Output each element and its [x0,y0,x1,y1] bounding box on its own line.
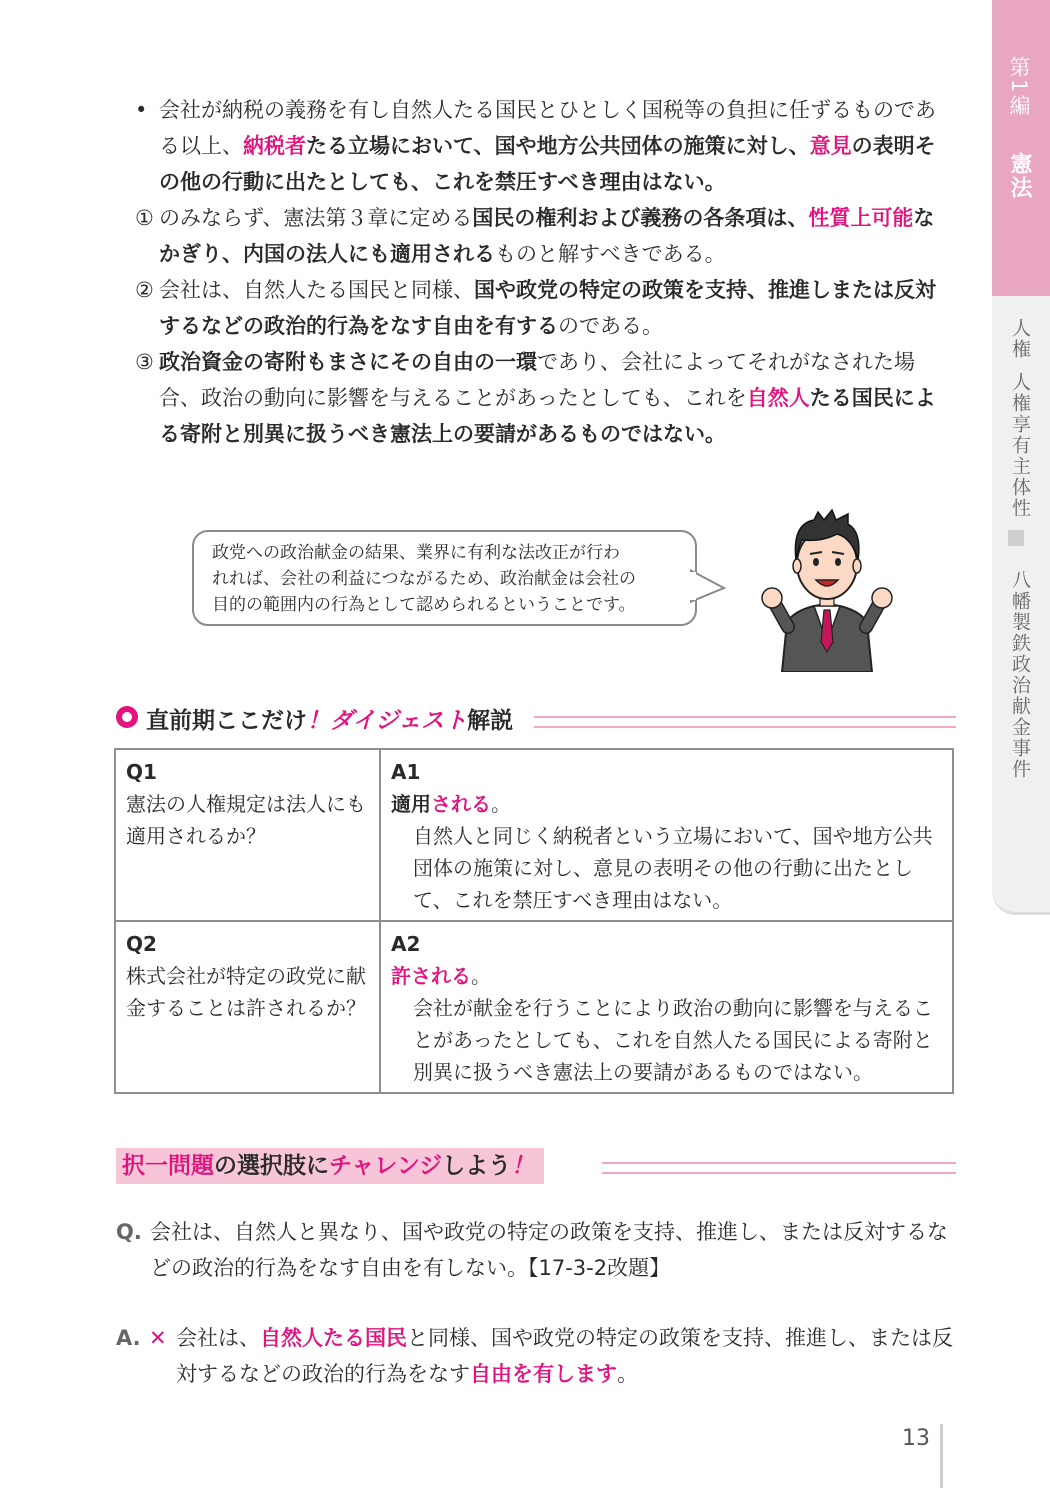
question-text: 株式会社が特定の政党に献金することは許されるか？ [126,964,366,1020]
heading-rule [534,716,956,728]
question-tag: Q. [116,1220,142,1244]
heading-rule [602,1162,956,1174]
businessman-illustration [752,502,902,672]
bubble-tail-icon [690,568,730,608]
question-text: 憲法の人権規定は法人にも適用されるか？ [126,792,366,848]
bubble-line-2: れれば、会社の利益につながるため、政治献金は会社の [212,569,636,589]
answer-cell [380,749,953,921]
challenge-answer: A. ✕ 会社は、自然人たる国民と同様、国や政党の特定の政策を支持、推進し、または反対するなどの政治的行為をなす自由を有します。 [116,1320,956,1392]
summary-paragraph-2: ① のみならず、憲法第３章に定める国民の権利および義務の各条項は、性質上可能なかぎり、内国の法人にも適用されるものと解すべきである。 [125,200,955,272]
digest-table [114,748,954,1094]
side-tab-header [992,0,1050,296]
digest-title: 直前期ここだけ！ダイジェスト解説 [146,708,514,734]
table-row [115,749,953,921]
side-part-label: 第1編 [1007,56,1031,118]
question-cell [115,749,380,921]
challenge-question [116,1214,956,1286]
question-label: Q1 [126,760,157,784]
side-section-label: 人権 [1009,318,1031,360]
side-square-icon [1008,530,1024,546]
answer-text: 会社が献金を行うことにより政治の動向に影響を与えることがあったとしても、これを自然人たる国民による寄附と別異に扱うべき憲法上の要請があるものではない。 [413,996,933,1084]
question-label: Q2 [126,932,157,956]
judgment-summary [125,92,955,452]
bullet-circle-icon [116,706,138,728]
summary-paragraph-4: ③ 政治資金の寄附もまさにその自由の一環であり、会社によってそれがなされた場合、政治の動向に影響を与えることがあったとしても、これを自然人たる国民による寄附と別異に扱うべき憲法上の要請があるものではない。 [125,344,955,452]
number-1-icon: ① [135,206,154,230]
summary-paragraph-3: ② 会社は、自然人たる国民と同様、国や政党の特定の政策を支持、推進しまたは反対するなどの政治的行為をなす自由を有するのである。 [125,272,955,344]
side-chapter-label: 憲法 [1007,152,1032,200]
side-topic-label: 人権享有主体性 [1009,372,1031,519]
challenge-title: 択一問題の選択肢にチャレンジしよう！ [116,1148,544,1184]
answer-label: A2 [391,932,421,956]
answer-headline: 適用される。 [391,792,511,816]
question-cell [115,921,380,1093]
number-2-icon: ② [135,278,154,302]
page-number: 13 [902,1426,930,1451]
challenge-heading [116,1148,956,1184]
digest-heading [116,702,956,732]
bullet-icon: • [135,98,148,122]
page-number-rule [940,1424,943,1488]
answer-headline: 許される。 [391,964,491,988]
side-case-label: 八幡製鉄政治献金事件 [1009,570,1031,780]
answer-tag: A. [116,1326,141,1350]
bubble-line-3: 目的の範囲内の行為として認められるということです。 [212,595,636,615]
summary-paragraph-1: • 会社が納税の義務を有し自然人たる国民とひとしく国税等の負担に任ずるものである以上、納税者たる立場において、国や地方公共団体の施策に対し、意見の表明その他の行動に出たとしても、これを禁圧すべき理由はない。 [125,92,955,200]
answer-text: 自然人と同じく納税者という立場において、国や地方公共団体の施策に対し、意見の表明その他の行動に出たとして、これを禁圧すべき理由はない。 [413,824,933,912]
cross-mark-icon: ✕ [149,1326,167,1350]
bubble-line-1: 政党への政治献金の結果、業界に有利な法改正が行わ [212,543,620,563]
question-body: 会社は、自然人と異なり、国や政党の特定の政策を支持、推進し、または反対するなどの政治的行為をなす自由を有しない。【17-3-2改題】 [150,1220,948,1280]
answer-label: A1 [391,760,421,784]
answer-cell [380,921,953,1093]
number-3-icon: ③ [135,350,154,374]
table-row [115,921,953,1093]
speech-bubble [192,530,697,626]
